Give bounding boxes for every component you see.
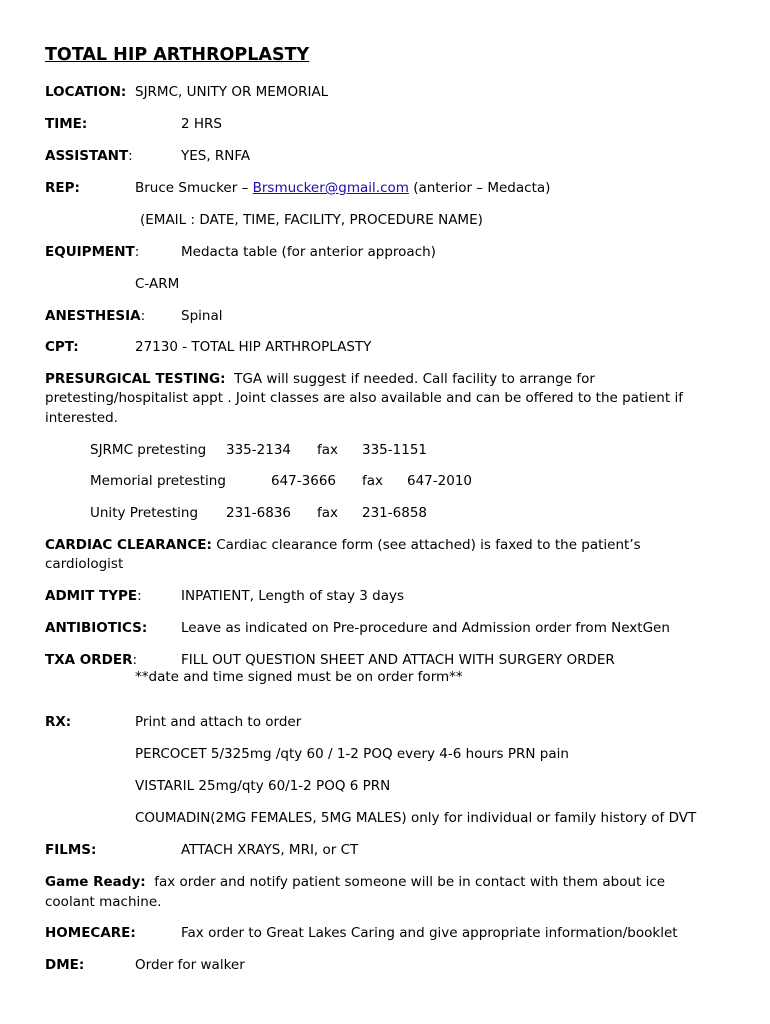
pretesting-name: Unity Pretesting	[90, 505, 199, 521]
cpt-value: 27130 - TOTAL HIP ARTHROPLASTY	[135, 339, 372, 355]
pretesting-fax: 231-6858	[362, 505, 427, 521]
pretesting-fax: 335-1151	[362, 442, 427, 458]
presurgical-label: PRESURGICAL TESTING:	[45, 371, 226, 387]
rep-name: Bruce Smucker –	[135, 180, 253, 196]
rx-item: Print and attach to order	[135, 714, 302, 730]
assistant-label: ASSISTANT	[45, 148, 129, 164]
films-label: FILMS:	[45, 842, 97, 858]
time-value: 2 HRS	[181, 116, 222, 132]
pretesting-phone: 335-2134	[226, 442, 291, 458]
txa-note: **date and time signed must be on order form**	[135, 669, 463, 685]
dme-label: DME:	[45, 957, 85, 973]
page-title: TOTAL HIP ARTHROPLASTY	[45, 45, 310, 65]
films-value: ATTACH XRAYS, MRI, or CT	[181, 842, 359, 858]
cardiac-text-1: Cardiac clearance form (see attached) is faxed to the patient’s	[216, 537, 641, 553]
admit-value: INPATIENT, Length of stay 3 days	[181, 588, 405, 604]
pretesting-phone: 647-3666	[271, 473, 336, 489]
gameready-line-1	[45, 874, 665, 891]
rep-email-link[interactable]: Brsmucker@gmail.com	[252, 180, 409, 196]
location-value: SJRMC, UNITY OR MEMORIAL	[135, 84, 329, 100]
rx-label: RX:	[45, 714, 72, 730]
rep-note: (EMAIL : DATE, TIME, FACILITY, PROCEDURE NAME)	[140, 212, 483, 228]
homecare-value: Fax order to Great Lakes Caring and give appropriate information/booklet	[181, 925, 678, 941]
assistant-value: YES, RNFA	[181, 148, 251, 164]
pretesting-fax: 647-2010	[407, 473, 472, 489]
antibiotics-value: Leave as indicated on Pre-procedure and Admission order from NextGen	[181, 620, 670, 636]
txa-label: TXA ORDER	[45, 652, 133, 668]
anesthesia-value: Spinal	[181, 308, 223, 324]
admit-colon: :	[137, 588, 142, 604]
pretesting-name: SJRMC pretesting	[90, 442, 207, 458]
equipment-label-wrap	[45, 244, 139, 261]
time-label: TIME:	[45, 116, 88, 132]
rx-item: VISTARIL 25mg/qty 60/1-2 POQ 6 PRN	[135, 778, 391, 794]
cardiac-label: CARDIAC CLEARANCE:	[45, 537, 212, 553]
location-label: LOCATION:	[45, 84, 127, 100]
assistant-colon: :	[128, 148, 133, 164]
presurgical-line-1	[45, 371, 595, 388]
txa-label-wrap	[45, 652, 137, 669]
pretesting-fax-label: fax	[317, 442, 339, 458]
rx-item: COUMADIN(2MG FEMALES, 5MG MALES) only for individual or family history of DVT	[135, 810, 697, 826]
presurgical-text-1: TGA will suggest if needed. Call facility to arrange for	[234, 371, 595, 387]
rep-suffix: (anterior – Medacta)	[408, 180, 551, 196]
gameready-line-2: coolant machine.	[45, 894, 162, 910]
rx-item: PERCOCET 5/325mg /qty 60 / 1-2 POQ every 4-6 hours PRN pain	[135, 746, 569, 762]
pretesting-fax-label: fax	[362, 473, 384, 489]
pretesting-name: Memorial pretesting	[90, 473, 226, 489]
homecare-label: HOMECARE:	[45, 925, 136, 941]
cardiac-line-1	[45, 537, 641, 554]
equipment-label: EQUIPMENT	[45, 244, 135, 260]
dme-value: Order for walker	[135, 957, 245, 973]
presurgical-line-3: interested.	[45, 410, 118, 426]
anesthesia-label-wrap	[45, 308, 145, 325]
rep-label: REP:	[45, 180, 80, 196]
txa-colon: :	[132, 652, 138, 668]
gameready-label: Game Ready:	[45, 874, 146, 890]
assistant-label-wrap	[45, 148, 133, 165]
pretesting-fax-label: fax	[317, 505, 339, 521]
txa-value: FILL OUT QUESTION SHEET AND ATTACH WITH SURGERY ORDER	[181, 652, 615, 668]
gameready-text-1: fax order and notify patient someone will be in contact with them about ice	[154, 874, 666, 890]
cpt-label: CPT:	[45, 339, 79, 355]
admit-label: ADMIT TYPE	[45, 588, 138, 604]
anesthesia-colon: :	[140, 308, 146, 324]
anesthesia-label: ANESTHESIA	[45, 308, 141, 324]
admit-label-wrap	[45, 588, 142, 605]
presurgical-line-2: pretesting/hospitalist appt . Joint classes are also available and can be offered to the patient if	[45, 390, 683, 406]
cardiac-line-2: cardiologist	[45, 556, 124, 572]
pretesting-phone: 231-6836	[226, 505, 291, 521]
rep-line	[135, 180, 550, 197]
equipment-value-2: C-ARM	[135, 276, 180, 292]
equipment-colon: :	[134, 244, 140, 260]
antibiotics-label: ANTIBIOTICS:	[45, 620, 148, 636]
equipment-value: Medacta table (for anterior approach)	[181, 244, 436, 260]
